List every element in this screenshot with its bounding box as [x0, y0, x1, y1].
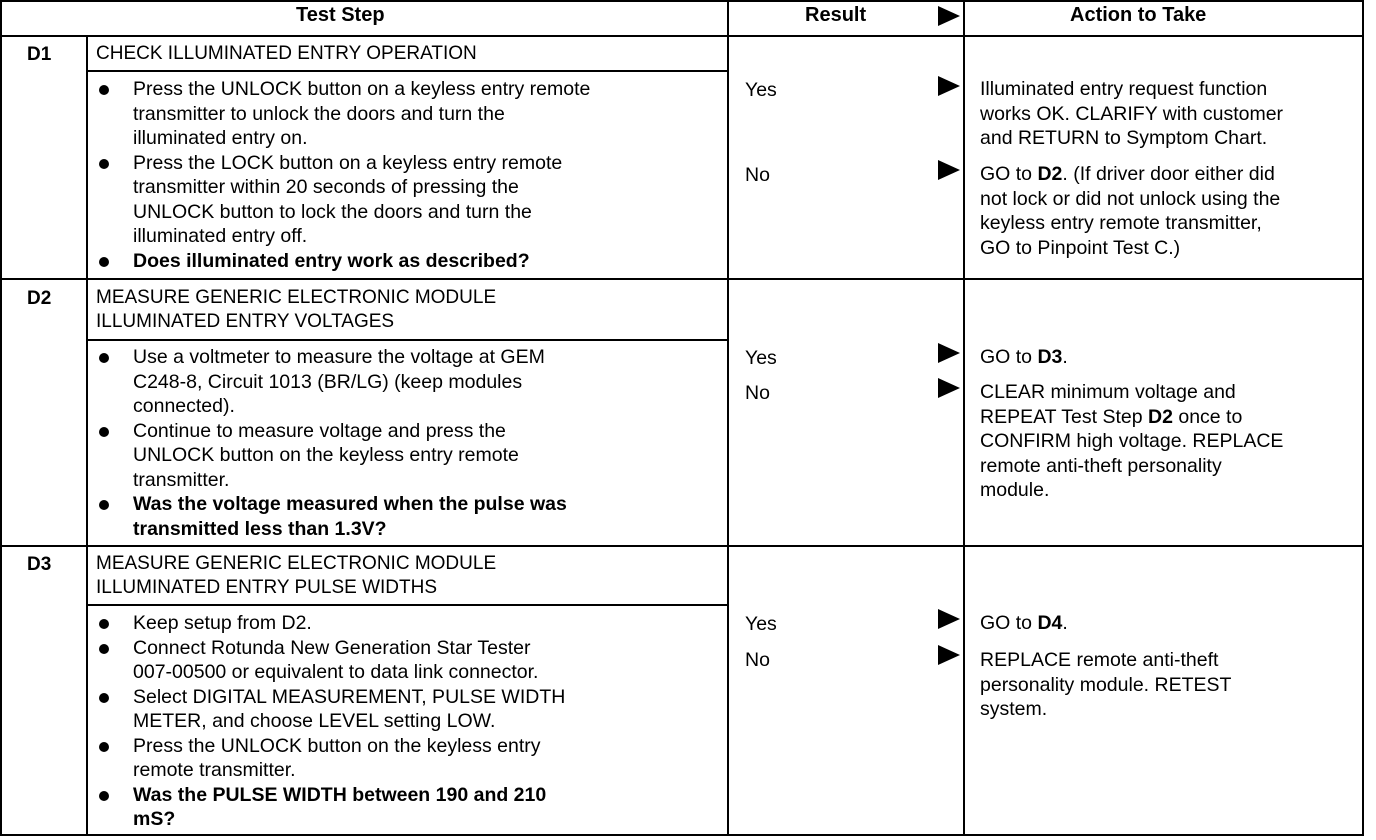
- arrow-icon: [938, 378, 960, 398]
- bullet-text: Use a voltmeter to measure the voltage at GEM C248-8, Circuit 1013 (BR/LG) (keep modules connected).: [133, 346, 545, 417]
- step-id: D2: [27, 288, 52, 309]
- bullet-text: Keep setup from D2.: [133, 612, 312, 634]
- grid-line-d3-title: [86, 604, 728, 606]
- result-label: Yes: [745, 613, 777, 635]
- grid-line-left: [0, 0, 2, 836]
- action-text: Illuminated entry request function works OK. CLARIFY with customer and RETURN to Symptom Chart.: [980, 78, 1284, 149]
- step-title-line: MEASURE GENERIC ELECTRONIC MODULE: [96, 553, 497, 574]
- bullet-item: [96, 151, 726, 249]
- arrow-icon: [938, 160, 960, 180]
- action-text: GO to D4.: [980, 612, 1068, 634]
- header-test-step: Test Step: [296, 4, 385, 26]
- step-title-line: MEASURE GENERIC ELECTRONIC MODULE: [96, 287, 497, 308]
- grid-line-d1-title: [86, 70, 728, 72]
- bullet-question: [96, 492, 726, 541]
- action-text: GO to D3.: [980, 346, 1068, 368]
- bullet-text: Press the UNLOCK button on a keyless entry remote transmitter to unlock the doors and turn the illuminated entry on.: [133, 78, 591, 149]
- action-text: REPLACE remote anti-theft personality module. RETEST system.: [980, 649, 1232, 720]
- bullet-icon: [99, 500, 109, 510]
- step-title-line: ILLUMINATED ENTRY PULSE WIDTHS: [96, 577, 438, 598]
- grid-line-result-col: [727, 0, 729, 836]
- bullet-icon: [99, 353, 109, 363]
- bullet-text: Connect Rotunda New Generation Star Tester 007-00500 or equivalent to data link connector.: [133, 636, 539, 683]
- arrow-icon: [938, 609, 960, 629]
- grid-line-header-bottom: [0, 35, 1364, 37]
- step-bullets: [96, 77, 726, 273]
- grid-line-bottom: [0, 834, 1364, 836]
- arrow-icon: [938, 645, 960, 665]
- grid-line-d1-bottom: [0, 278, 1364, 280]
- result-label: Yes: [745, 79, 777, 101]
- step-title: [96, 42, 726, 66]
- bullet-item: [96, 345, 726, 419]
- bullet-icon: [99, 619, 109, 629]
- step-bullets: [96, 611, 726, 832]
- result-label: No: [745, 382, 770, 404]
- bullet-text: Continue to measure voltage and press the UNLOCK button on the keyless entry remote transmitter.: [133, 419, 519, 491]
- header-action: Action to Take: [1070, 4, 1207, 26]
- step-title: [96, 286, 726, 334]
- arrow-icon: [938, 6, 960, 26]
- bullet-item: [96, 685, 726, 734]
- bullet-icon: [99, 742, 109, 752]
- bullet-text: Press the LOCK button on a keyless entry remote transmitter within 20 seconds of pressing the UNLOCK button to lock the doors and turn the illuminated entry off.: [133, 151, 563, 247]
- bullet-icon: [99, 159, 109, 169]
- grid-line-action-col: [963, 0, 965, 836]
- step-bullets: [96, 345, 726, 541]
- grid-line-id-col: [86, 35, 88, 836]
- bullet-icon: [99, 791, 109, 801]
- bullet-question: [96, 249, 726, 274]
- step-title-line: CHECK ILLUMINATED ENTRY OPERATION: [96, 43, 477, 64]
- bullet-text: Press the UNLOCK button on the keyless entry remote transmitter.: [133, 734, 541, 781]
- bullet-item: [96, 77, 726, 151]
- bullet-item: [96, 611, 726, 636]
- grid-line-d2-title: [86, 339, 728, 341]
- arrow-icon: [938, 76, 960, 96]
- step-id: D1: [27, 44, 52, 65]
- bullet-icon: [99, 85, 109, 95]
- arrow-icon: [938, 343, 960, 363]
- grid-line-top: [0, 0, 1364, 2]
- result-label: No: [745, 164, 770, 186]
- bullet-icon: [99, 693, 109, 703]
- grid-line-d2-bottom: [0, 545, 1364, 547]
- step-id: D3: [27, 554, 52, 575]
- action-text: CLEAR minimum voltage and REPEAT Test Step D2 once to CONFIRM high voltage. REPLACE remote anti-theft personality module.: [980, 381, 1284, 501]
- step-title: [96, 552, 726, 600]
- bullet-question: [96, 783, 726, 832]
- header-result: Result: [805, 4, 867, 26]
- bullet-text: Was the PULSE WIDTH between 190 and 210 mS?: [133, 783, 547, 830]
- result-label: No: [745, 649, 770, 671]
- bullet-icon: [99, 257, 109, 267]
- bullet-text: Was the voltage measured when the pulse was transmitted less than 1.3V?: [133, 493, 567, 540]
- step-title-line: ILLUMINATED ENTRY VOLTAGES: [96, 311, 395, 332]
- bullet-item: [96, 419, 726, 493]
- result-label: Yes: [745, 347, 777, 369]
- bullet-item: [96, 636, 726, 685]
- action-text: GO to D2. (If driver door either did not lock or did not unlock using the keyless entry remote transmitter, GO to Pinpoint Test C.): [980, 163, 1281, 259]
- bullet-text: Select DIGITAL MEASUREMENT, PULSE WIDTH METER, and choose LEVEL setting LOW.: [133, 685, 566, 732]
- bullet-item: [96, 734, 726, 783]
- bullet-icon: [99, 644, 109, 654]
- bullet-text: Does illuminated entry work as described?: [133, 249, 530, 272]
- bullet-icon: [99, 427, 109, 437]
